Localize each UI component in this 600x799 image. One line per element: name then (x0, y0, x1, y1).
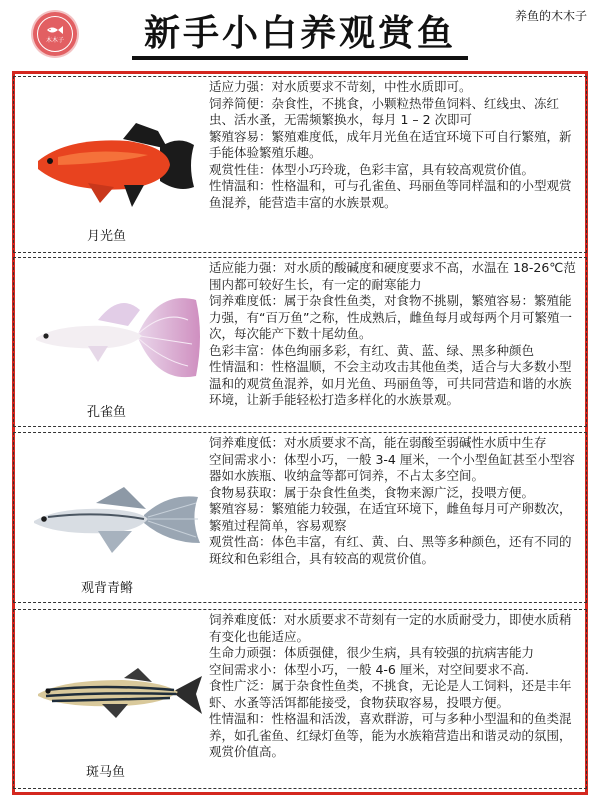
guppy-fish-image (28, 280, 204, 390)
fish-card-platy (13, 76, 587, 253)
fish-card-medaka (13, 432, 587, 603)
description-line: 观赏性佳：体型小巧玲珑，色彩丰富，具有较高观赏价值。 (209, 161, 535, 177)
fish-name: 孔雀鱼 (87, 405, 127, 420)
author-name: 养鱼的木木子 (514, 9, 587, 23)
medaka-fish-image (28, 479, 204, 559)
description-line: 观赏性高：体色丰富，有红、黄、白、黑等多种颜色，还有不同的斑纹和色彩组合，具有较高的观赏价值。 (209, 534, 572, 566)
fish-name: 观背青鳉 (81, 581, 134, 596)
fish-description (209, 79, 578, 211)
description-line: 空间需求小：体型小巧，一般 3-4 厘米，一个小型鱼缸甚至小型容器如水族瓶、收纳盒等都可饲养，不占太多空间。 (209, 451, 575, 483)
title-underline (132, 56, 468, 60)
fish-logo-icon (46, 25, 64, 35)
description-line: 色彩丰富：体色绚丽多彩，有红、黄、蓝、绿、黑多种颜色 (209, 342, 535, 358)
fish-description (209, 260, 578, 409)
description-line: 性情温和：性格温和活泼，喜欢群游，可与多种小型温和的鱼类混养，如孔雀鱼、红绿灯鱼等，能为水族箱营造出和谐灵动的氛围，观赏价值高。 (209, 711, 572, 759)
description-line: 饲养难度低：属于杂食性鱼类，对食物不挑剔，繁殖容易：繁殖能力强，有“百万鱼”之称，性成熟后，雌鱼每月或每两个月可繁殖一次，每次能产下数十尾幼鱼。 (209, 293, 572, 341)
logo-text: 木木子 (45, 36, 64, 44)
description-line: 饲养难度低：对水质要求不高，能在弱酸至弱碱性水质中生存 (209, 435, 547, 450)
description-line: 食性广泛：属于杂食性鱼类，不挑食，无论是人工饲料，还是丰年虾、水蚤等活饵都能接受，食物获取容易，投喂方便。 (209, 678, 572, 710)
description-line: 繁殖容易：繁殖难度低，成年月光鱼在适宜环境下可自行繁殖，新手能体验繁殖乐趣。 (209, 128, 572, 160)
description-line: 饲养简便：杂食性，不挑食，小颗粒热带鱼饲料、红线虫、冻红虫、活水蚤，无需频繁换水，每月 1 – 2 次即可 (209, 95, 560, 127)
description-line: 空间需求小：体型小巧，一般 4-6 厘米，对空间要求不高. (209, 661, 529, 677)
logo (33, 12, 77, 56)
fish-name: 斑马鱼 (86, 765, 126, 780)
zebrafish-image (32, 660, 208, 730)
description-line: 适应能力强：对水质的酸碱度和硬度要求不高，水温在 18-26℃范围内都可较好生长，有一定的耐寒能力 (209, 260, 576, 292)
description-line: 适应力强：对水质要求不苛刻，中性水质即可。 (209, 79, 472, 94)
logo-badge (37, 16, 73, 52)
fish-card-zebrafish (13, 609, 587, 789)
description-line: 食物易获取：属于杂食性鱼类，食物来源广泛，投喂方便。 (209, 484, 535, 500)
description-line: 性情温和：性格温和，可与孔雀鱼、玛丽鱼等同样温和的小型观赏鱼混养，能营造丰富的水族景观。 (209, 178, 572, 210)
description-line: 饲养难度低：对水质要求不苛刻有一定的水质耐受力，即使水质稍有变化也能适应。 (209, 612, 572, 644)
platy-fish-image (28, 117, 204, 212)
fish-name: 月光鱼 (87, 229, 127, 244)
fish-card-guppy (13, 257, 587, 427)
description-line: 性情温和：性格温顺，不会主动攻击其他鱼类，适合与大多数小型温和的观赏鱼混养，如月光鱼、玛丽鱼等，可共同营造和谐的水族环境，让新手能轻松打造多样化的水族景观。 (209, 359, 572, 407)
fish-description (209, 435, 578, 567)
description-line: 生命力顽强：体质强健，很少生病，具有较强的抗病害能力 (209, 645, 535, 660)
header (0, 0, 600, 68)
description-line: 繁殖容易：繁殖能力较强，在适宜环境下，雌鱼每月可产卵数次，繁殖过程简单，容易观察 (209, 501, 572, 533)
fish-description (209, 612, 578, 761)
page-title: 新手小白养观赏鱼 (143, 13, 456, 54)
